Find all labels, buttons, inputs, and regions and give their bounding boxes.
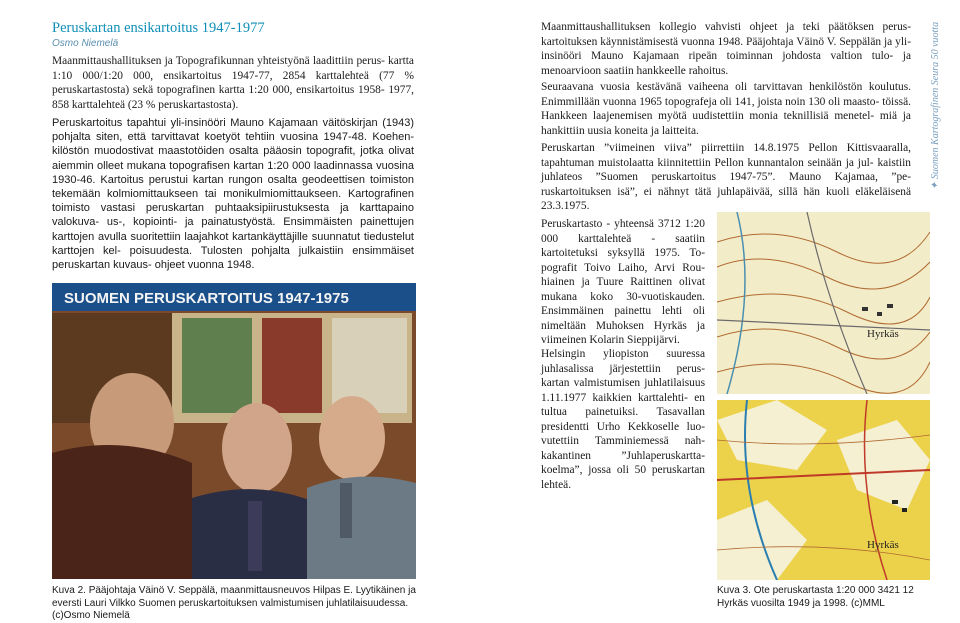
map-caption: Kuva 3. Ote peruskartasta 1:20 000 3421 12 Hyrkäs vuosilta 1949 ja 1998. (c)MML xyxy=(717,585,914,609)
journal-side-label-text: ✦ Suomen Kartografinen Seura 50 vuotta xyxy=(930,21,941,190)
map-1998 xyxy=(717,400,930,580)
ceremony-photo-illustration xyxy=(52,283,416,579)
ceremony-photo xyxy=(52,283,416,579)
journal-side-label xyxy=(930,0,950,200)
map-1949-label: Hyrkäs xyxy=(867,328,899,340)
right-paragraph-4: Peruskartasto - yhteensä 3712 1:20 000 karttalehteä - saatiin kartoitetuksi syksyllä 1975. To- pografit Toivo Laiho, Arvi Rou- hiainen ja Tuure Raittinen olivat mukana koko 30-vuotiskauden. Ensimmäinen painettu lehti oli nimeltään Muhoksen Hyrkäs ja viimeinen Kolarin Sieppijärvi. xyxy=(541,218,705,346)
right-paragraph-2: Seuraavana vuosia kestävänä vaiheena oli tarvittavan henkilöstön koulutus. Enimmillään vuonna 1965 topografeja oli 141, joista noin 130 oli maasto- töissä. Hankkeen laajenemisen myötä uudistettiin monia teknillisiä menetel- miä ja hankittiin uusia koneita ja laitteita. xyxy=(541,81,911,137)
left-paragraph-2: Peruskartoitus tapahtui yli-insinööri Mauno Kajamaan väitöskirjan (1943) pohjalta siten, että tarvittavat koetyöt tehtiin vuosina 1947-48. Koehen- kilöstön muodostivat maastotöiden osalta pääosin topografit, jotka olivat aiemmin olleet mukana topografisen kartan 1:20 000 laadinnassa vuosina 1930-46. Kartoitus perustui kartan rungon osalta geodeettisen toimiston tekemään kolmiomittaukseen tai monikulmiomittaukseen. Kartografinen toimisto vastasi peruskartan puhtaaksipiirustuksesta ja karttapaino valokuva- us-, kopiointi- ja painatustyöstä. Ensimmäisten painettujen karttojen avulla suoritettiin laajahkot kartankäyttäjille suunnatut tiedustelut karttojen kel- poisuudesta. Tulosten pohjalta julkaistiin ensimmäiset peruskartan kuvaus- ohjeet vuonna 1948. xyxy=(52,117,414,272)
article-author: Osmo Niemelä xyxy=(52,38,119,49)
right-paragraph-5: Helsingin yliopiston suuressa juhlasalissa järjestettiin perus- kartan valmistumisen juhlatilaisuus 1.11.1977 kaikkien karttalehti- en tultua painetuiksi. Tasavallan presidentti Urho Kekkoselle luo- vutettiin Tamminiemessä nah- kakantinen ”Juhlaperuskartta- koelma”, jossa oli 50 peruskartan lehteä. xyxy=(541,348,705,491)
map-1949 xyxy=(717,212,930,394)
right-paragraph-3: Peruskartan ”viimeinen viiva” piirrettiin 14.8.1975 Pellon Kittisvaaralla, tapahtuman muistolaatta kiinnitettiin Pellon kunnantalon seinään ja jul- kaistiin juhlateos ”Suomen peruskartoitus 1947-75”. Mauno Kajamaa, ”pe- ruskartoituksen isä”, ei nähnyt tätä juhlapäivää, sillä hän kuoli eläkeläisenä 23.3.1975. xyxy=(541,142,911,212)
photo-banner-text: SUOMEN PERUSKARTOITUS 1947-1975 xyxy=(64,290,349,307)
map-1998-label: Hyrkäs xyxy=(867,539,899,551)
right-paragraph-1: Maanmittaushallituksen kollegio vahvisti ohjeet ja teki päätöksen perus- kartoituksen käynnistämisestä vuonna 1948. Pääjohtaja Väinö V. Seppälän ja yli-insinööri Mauno Kajamaan ripeän toiminnan johdosta valtion tulo- ja menoarvioon saatiin hankkeelle rahoitus. xyxy=(541,21,911,77)
photo-caption: Kuva 2. Pääjohtaja Väinö V. Seppälä, maanmittausneuvos Hilpas E. Lyytikäinen ja eversti Lauri Vilkko Suomen peruskartoituksen valmistumisen juhlatilaisuudessa. (c)Osmo Niemelä xyxy=(52,585,416,621)
left-paragraph-1: Maanmittaushallituksen ja Topografikunnan yhteistyönä laadittiin perus- kartta 1:10 000/1:20 000, ensikartoitus 1947-77, 2854 karttalehteä (77 % peruskartastosta) sekä topografinen kartta 1:20 000, ensikartoitus 1958- 1977, 858 karttalehteä (23 % peruskartastosta). xyxy=(52,55,414,111)
article-title: Peruskartan ensikartoitus 1947-1977 xyxy=(52,20,265,36)
map-1949-illustration xyxy=(717,212,930,394)
map-1998-illustration xyxy=(717,400,930,580)
